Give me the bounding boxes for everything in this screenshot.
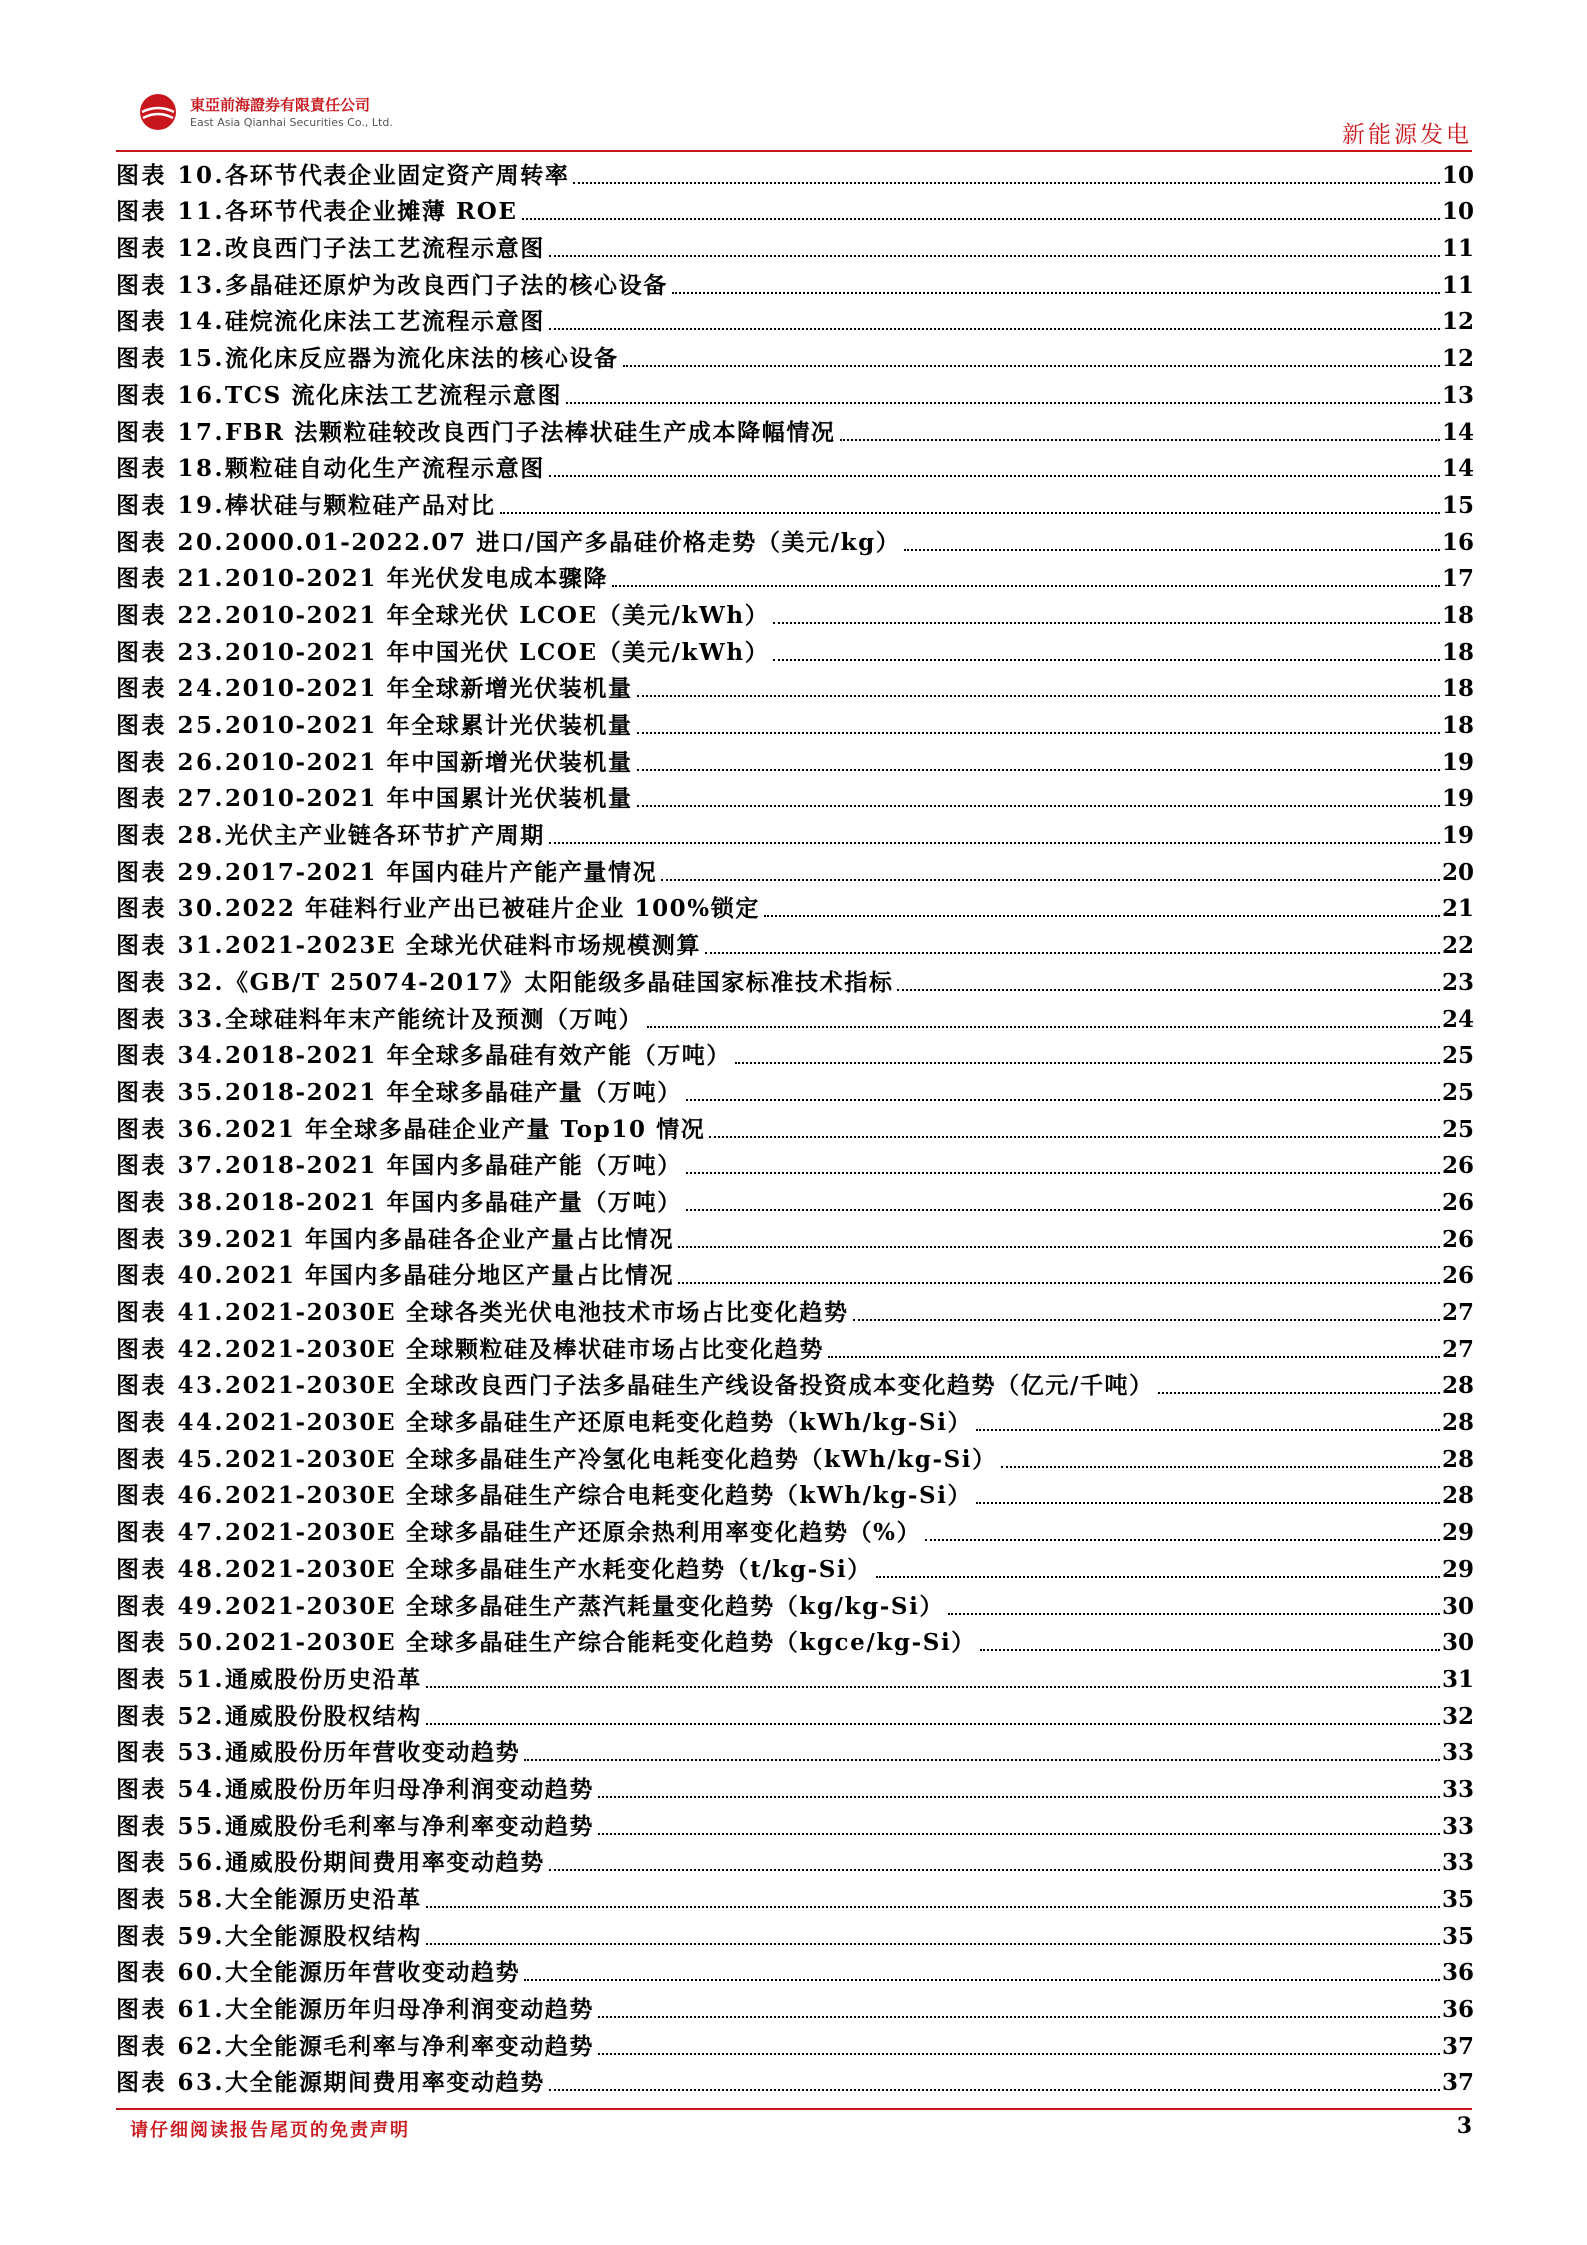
toc-entry-title: 2021-2030E 全球多晶硅生产还原电耗变化趋势（kWh/kg-Si）	[225, 1409, 973, 1437]
toc-entry-label: 图表 46.	[116, 1482, 226, 1510]
toc-entry[interactable]	[116, 1144, 1475, 1181]
toc-entry-page: 16	[1442, 528, 1475, 556]
dot-leader	[709, 1136, 1440, 1138]
dot-leader	[976, 1429, 1440, 1431]
toc-entry-label: 图表 30.	[116, 895, 226, 923]
toc-entry-label: 图表 23.	[116, 638, 226, 666]
toc-entry-title: 2018-2021 年全球多晶硅有效产能（万吨）	[225, 1042, 732, 1070]
toc-entry-title: 通威股份期间费用率变动趋势	[225, 1849, 545, 1877]
toc-entry[interactable]	[116, 1914, 1475, 1951]
toc-entry[interactable]	[116, 887, 1475, 924]
dot-leader	[637, 695, 1440, 697]
dot-leader	[686, 1209, 1440, 1211]
toc-entry[interactable]	[116, 593, 1475, 630]
toc-entry-page: 29	[1442, 1555, 1475, 1583]
toc-entry-title: 2021-2030E 全球多晶硅生产蒸汽耗量变化趋势（kg/kg-Si）	[225, 1592, 945, 1620]
toc-entry-label: 图表 31.	[116, 932, 226, 960]
toc-entry-page: 35	[1442, 1922, 1475, 1950]
toc-entry[interactable]	[116, 1070, 1475, 1107]
toc-entry[interactable]	[116, 483, 1475, 520]
toc-entry-page: 26	[1442, 1225, 1475, 1253]
toc-entry-title: 2010-2021 年全球光伏 LCOE（美元/kWh）	[225, 601, 770, 629]
toc-entry[interactable]	[116, 1034, 1475, 1071]
toc-entry-page: 19	[1442, 785, 1475, 813]
toc-entry-page: 17	[1442, 565, 1475, 593]
toc-entry-label: 图表 58.	[116, 1886, 226, 1913]
toc-entry-label: 图表 26.	[116, 748, 226, 776]
toc-entry-title: 硅烷流化床法工艺流程示意图	[225, 308, 545, 336]
toc-entry-page: 28	[1442, 1372, 1475, 1400]
toc-entry-title: 大全能源历史沿革	[225, 1886, 422, 1913]
toc-entry-label: 图表 40.	[116, 1262, 226, 1290]
dot-leader	[925, 1539, 1440, 1541]
toc-entry[interactable]	[116, 300, 1475, 337]
toc-entry-label: 图表 44.	[116, 1409, 226, 1437]
toc-entry-label: 图表 45.	[116, 1445, 226, 1473]
toc-entry[interactable]	[116, 1217, 1475, 1254]
dot-leader	[661, 879, 1440, 881]
toc-entry[interactable]	[116, 1841, 1475, 1878]
toc-entry-title: 2010-2021 年光伏发电成本骤降	[225, 565, 609, 593]
toc-entry-label: 图表 42.	[116, 1335, 226, 1363]
toc-entry-title: 大全能源毛利率与净利率变动趋势	[225, 2032, 595, 2060]
company-name-cn: 東亞前海證券有限責任公司	[190, 96, 371, 114]
toc-entry[interactable]	[116, 557, 1475, 594]
toc-entry[interactable]	[116, 263, 1475, 300]
dot-leader	[549, 842, 1440, 844]
toc-entry-title: 颗粒硅自动化生产流程示意图	[225, 455, 545, 483]
dot-leader	[566, 402, 1440, 404]
toc-entry[interactable]	[116, 1731, 1475, 1768]
dot-leader	[573, 182, 1440, 184]
dot-leader	[612, 585, 1440, 587]
dot-leader	[773, 659, 1440, 661]
toc-entry-page: 36	[1442, 1959, 1475, 1987]
toc-entry[interactable]	[116, 153, 1475, 190]
toc-entry-label: 图表 11.	[116, 198, 226, 226]
toc-entry-page: 15	[1442, 491, 1475, 519]
dot-leader	[764, 915, 1440, 917]
toc-entry[interactable]	[116, 2061, 1475, 2098]
dot-leader	[773, 622, 1440, 624]
dot-leader	[426, 1943, 1440, 1945]
dot-leader	[1158, 1392, 1440, 1394]
dot-leader	[686, 1172, 1440, 1174]
dot-leader	[598, 1833, 1440, 1835]
toc-entry[interactable]	[116, 1327, 1475, 1364]
toc-entry-title: 2010-2021 年全球累计光伏装机量	[225, 712, 633, 739]
footer-divider	[116, 2108, 1472, 2110]
toc-entry-page: 31	[1442, 1665, 1475, 1693]
dot-leader	[500, 512, 1440, 514]
toc-entry-title: 通威股份毛利率与净利率变动趋势	[225, 1812, 595, 1840]
toc-entry-page: 30	[1442, 1629, 1475, 1657]
dot-leader	[524, 1979, 1440, 1981]
toc-entry-title: 2010-2021 年中国光伏 LCOE（美元/kWh）	[225, 638, 770, 666]
toc-entry-page: 32	[1442, 1702, 1475, 1730]
dot-leader	[549, 1869, 1440, 1871]
toc-entry-label: 图表 60.	[116, 1959, 226, 1987]
toc-entry[interactable]	[116, 520, 1475, 557]
toc-entry[interactable]	[116, 850, 1475, 887]
toc-entry-label: 图表 17.	[116, 418, 226, 446]
company-logo-icon	[138, 92, 178, 132]
header-divider	[116, 150, 1472, 152]
toc-entry-page: 24	[1442, 1005, 1475, 1033]
toc-entry-title: 2010-2021 年全球新增光伏装机量	[225, 675, 633, 703]
toc-entry-label: 图表 39.	[116, 1225, 226, 1253]
dot-leader	[897, 989, 1440, 991]
dot-leader	[876, 1576, 1440, 1578]
toc-entry-page: 36	[1442, 1996, 1475, 2024]
toc-entry-title: 通威股份历史沿革	[225, 1665, 422, 1693]
toc-entry[interactable]	[116, 1180, 1475, 1217]
dot-leader	[678, 1246, 1440, 1248]
toc-entry[interactable]	[116, 997, 1475, 1034]
page-header	[116, 82, 1472, 152]
toc-entry-page: 10	[1442, 161, 1475, 189]
toc-entry-page: 26	[1442, 1262, 1475, 1290]
dot-leader	[904, 549, 1440, 551]
toc-entry-page: 21	[1442, 895, 1475, 923]
toc-entry-label: 图表 51.	[116, 1665, 226, 1693]
toc-entry-title: 2021-2030E 全球多晶硅生产冷氢化电耗变化趋势（kWh/kg-Si）	[225, 1445, 997, 1473]
toc-entry-title: 2010-2021 年中国累计光伏装机量	[225, 785, 633, 813]
toc-entry-label: 图表 28.	[116, 822, 226, 850]
toc-entry-title: 2021 年国内多晶硅分地区产量占比情况	[225, 1262, 675, 1290]
dot-leader	[426, 1906, 1440, 1908]
dot-leader	[524, 1759, 1440, 1761]
toc-entry-title: 各环节代表企业固定资产周转率	[225, 161, 570, 189]
dot-leader	[598, 2016, 1440, 2018]
toc-entry-title: 2010-2021 年中国新增光伏装机量	[225, 748, 633, 776]
toc-entry[interactable]	[116, 1951, 1475, 1988]
toc-entry-page: 26	[1442, 1152, 1475, 1180]
toc-entry-page: 33	[1442, 1775, 1475, 1803]
toc-entry-title: 2021-2030E 全球多晶硅生产综合能耗变化趋势（kgce/kg-Si）	[225, 1629, 976, 1657]
toc-entry-label: 图表 63.	[116, 2069, 226, 2097]
toc-entry-title: 2021-2030E 全球多晶硅生产还原余热利用率变化趋势（%）	[225, 1519, 922, 1547]
dot-leader	[678, 1282, 1440, 1284]
toc-entry-title: 2021 年国内多晶硅各企业产量占比情况	[225, 1225, 675, 1253]
toc-entry-label: 图表 37.	[116, 1152, 226, 1180]
toc-entry-title: 大全能源股权结构	[225, 1922, 422, 1950]
toc-entry-title: 2021-2023E 全球光伏硅料市场规模测算	[225, 932, 701, 960]
toc-entry-label: 图表 62.	[116, 2032, 226, 2060]
toc-entry-label: 图表 34.	[116, 1042, 226, 1070]
toc-entry-page: 20	[1442, 858, 1475, 886]
dot-leader	[549, 2089, 1440, 2091]
toc-entry-label: 图表 49.	[116, 1592, 226, 1620]
toc-entry-page: 18	[1442, 712, 1475, 739]
toc-entry-label: 图表 53.	[116, 1739, 226, 1767]
toc-entry[interactable]	[116, 2024, 1475, 2061]
dot-leader	[980, 1649, 1440, 1651]
toc-entry[interactable]	[116, 1767, 1475, 1804]
dot-leader	[598, 1796, 1440, 1798]
toc-entry[interactable]	[116, 373, 1475, 410]
toc-entry-label: 图表 24.	[116, 675, 226, 703]
toc-entry-label: 图表 18.	[116, 455, 226, 483]
toc-entry-page: 18	[1442, 601, 1475, 629]
toc-entry-page: 33	[1442, 1849, 1475, 1877]
toc-entry-page: 28	[1442, 1409, 1475, 1437]
toc-entry-label: 图表 55.	[116, 1812, 226, 1840]
toc-entry-page: 33	[1442, 1739, 1475, 1767]
toc-entry[interactable]	[116, 1437, 1475, 1474]
dot-leader	[948, 1613, 1440, 1615]
toc-entry-page: 14	[1442, 455, 1475, 483]
toc-entry-label: 图表 36.	[116, 1115, 226, 1143]
toc-entry[interactable]	[116, 1804, 1475, 1841]
industry-label: 新能源发电	[1342, 122, 1472, 148]
toc-entry[interactable]	[116, 1657, 1475, 1694]
toc-entry-label: 图表 20.	[116, 528, 226, 556]
toc-entry-title: 2021-2030E 全球改良西门子法多晶硅生产线设备投资成本变化趋势（亿元/千吨）	[225, 1372, 1154, 1400]
toc-entry-title: 全球硅料年末产能统计及预测（万吨）	[225, 1005, 644, 1033]
toc-entry-title: 光伏主产业链各环节扩产周期	[225, 822, 545, 850]
toc-entry[interactable]	[116, 1400, 1475, 1437]
toc-entry[interactable]	[116, 923, 1475, 960]
dot-leader	[623, 365, 1440, 367]
toc-entry-title: 多晶硅还原炉为改良西门子法的核心设备	[225, 271, 668, 299]
toc-entry-title: 棒状硅与颗粒硅产品对比	[225, 491, 496, 519]
toc-entry-label: 图表 16.	[116, 381, 226, 409]
dot-leader	[705, 952, 1440, 954]
dot-leader	[522, 218, 1440, 220]
toc-entry[interactable]	[116, 226, 1475, 263]
toc-entry[interactable]	[116, 1107, 1475, 1144]
toc-entry-label: 图表 56.	[116, 1849, 226, 1877]
toc-entry-title: 2021-2030E 全球多晶硅生产水耗变化趋势（t/kg-Si）	[225, 1555, 872, 1583]
toc-entry-page: 27	[1442, 1299, 1475, 1326]
toc-entry-page: 19	[1442, 822, 1475, 850]
toc-entry-label: 图表 14.	[116, 308, 226, 336]
toc-entry-page: 28	[1442, 1482, 1475, 1510]
dot-leader	[1001, 1466, 1440, 1468]
toc-entry[interactable]	[116, 813, 1475, 850]
dot-leader	[853, 1319, 1440, 1321]
company-name-en: East Asia Qianhai Securities Co., Ltd.	[190, 116, 393, 129]
toc-entry-title: 2021 年全球多晶硅企业产量 Top10 情况	[225, 1115, 706, 1143]
page-number: 3	[1456, 2113, 1472, 2139]
dot-leader	[976, 1502, 1440, 1504]
toc-entry-title: 2022 年硅料行业产出已被硅片企业 100%锁定	[225, 895, 760, 923]
dot-leader	[686, 1099, 1440, 1101]
toc-entry-label: 图表 15.	[116, 345, 226, 373]
toc-entry-title: 2018-2021 年国内多晶硅产量（万吨）	[225, 1188, 682, 1216]
toc-entry-title: 2017-2021 年国内硅片产能产量情况	[225, 858, 658, 886]
toc-entry-page: 10	[1442, 198, 1475, 226]
toc-entry-label: 图表 12.	[116, 235, 226, 263]
dot-leader	[647, 1026, 1440, 1028]
toc-entry-page: 33	[1442, 1812, 1475, 1840]
dot-leader	[549, 255, 1440, 257]
toc-entry-label: 图表 32.	[116, 968, 226, 996]
toc-entry[interactable]	[116, 336, 1475, 373]
toc-entry-title: 通威股份股权结构	[225, 1702, 422, 1730]
toc-entry[interactable]	[116, 630, 1475, 667]
toc-entry-label: 图表 29.	[116, 858, 226, 886]
toc-entry[interactable]	[116, 960, 1475, 997]
toc-entry-page: 13	[1442, 381, 1475, 409]
toc-entry-page: 28	[1442, 1445, 1475, 1473]
toc-entry-page: 18	[1442, 675, 1475, 703]
toc-entry-page: 14	[1442, 418, 1475, 446]
dot-leader	[637, 732, 1440, 734]
toc-entry-page: 30	[1442, 1592, 1475, 1620]
toc-entry-title: 2018-2021 年全球多晶硅产量（万吨）	[225, 1078, 682, 1106]
toc-entry-title: 2021-2030E 全球颗粒硅及棒状硅市场占比变化趋势	[225, 1335, 824, 1363]
dot-leader	[828, 1356, 1440, 1358]
toc-entry-page: 25	[1442, 1078, 1475, 1106]
toc-entry-label: 图表 43.	[116, 1372, 226, 1400]
toc-entry-label: 图表 41.	[116, 1299, 226, 1326]
toc-entry[interactable]	[116, 190, 1475, 227]
toc-entry-page: 37	[1442, 2069, 1475, 2097]
dot-leader	[426, 1686, 1440, 1688]
dot-leader	[672, 292, 1440, 294]
toc-entry[interactable]	[116, 1987, 1475, 2024]
toc-entry-label: 图表 13.	[116, 271, 226, 299]
toc-entry-title: 2018-2021 年国内多晶硅产能（万吨）	[225, 1152, 682, 1180]
toc-entry-page: 26	[1442, 1188, 1475, 1216]
toc-entry-title: 《GB/T 25074-2017》太阳能级多晶硅国家标准技术指标	[225, 968, 894, 996]
toc-entry-page: 12	[1442, 308, 1475, 336]
toc-entry[interactable]	[116, 1510, 1475, 1547]
toc-entry-title: 大全能源历年营收变动趋势	[225, 1959, 521, 1987]
dot-leader	[637, 769, 1440, 771]
dot-leader	[637, 805, 1440, 807]
toc-entry-page: 18	[1442, 638, 1475, 666]
toc-entry[interactable]	[116, 1621, 1475, 1658]
dot-leader	[598, 2053, 1440, 2055]
toc-entry[interactable]	[116, 410, 1475, 447]
toc-entry-label: 图表 61.	[116, 1996, 226, 2024]
toc-entry-title: 2000.01-2022.07 进口/国产多晶硅价格走势（美元/kg）	[225, 528, 901, 556]
toc-entry-label: 图表 21.	[116, 565, 226, 593]
dot-leader	[549, 475, 1440, 477]
toc-entry-page: 25	[1442, 1042, 1475, 1070]
toc-entry-label: 图表 38.	[116, 1188, 226, 1216]
toc-entry[interactable]	[116, 1290, 1475, 1327]
toc-entry-title: 改良西门子法工艺流程示意图	[225, 235, 545, 263]
toc-entry-title: 通威股份历年归母净利润变动趋势	[225, 1775, 595, 1803]
dot-leader	[549, 328, 1440, 330]
toc-entry[interactable]	[116, 777, 1475, 814]
toc-entry-title: 通威股份历年营收变动趋势	[225, 1739, 521, 1767]
toc-entry-title: TCS 流化床法工艺流程示意图	[225, 381, 563, 409]
toc-entry-title: 大全能源期间费用率变动趋势	[225, 2069, 545, 2097]
toc-entry[interactable]	[116, 703, 1475, 740]
toc-entry-label: 图表 22.	[116, 601, 226, 629]
toc-entry-label: 图表 54.	[116, 1775, 226, 1803]
toc-entry-page: 22	[1442, 932, 1475, 960]
toc-entry-page: 25	[1442, 1115, 1475, 1143]
toc-entry[interactable]	[116, 1877, 1475, 1914]
toc-entry-title: 大全能源历年归母净利润变动趋势	[225, 1996, 595, 2024]
toc-entry-page: 29	[1442, 1519, 1475, 1547]
footer-disclaimer: 请仔细阅读报告尾页的免责声明	[130, 2120, 410, 2141]
toc-entry[interactable]	[116, 667, 1475, 704]
toc-entry[interactable]	[116, 1584, 1475, 1621]
toc-entry-label: 图表 27.	[116, 785, 226, 813]
toc-entry[interactable]	[116, 1254, 1475, 1291]
toc-entry[interactable]	[116, 1364, 1475, 1401]
dot-leader	[840, 439, 1440, 441]
toc-entry-page: 12	[1442, 345, 1475, 373]
toc-entry[interactable]	[116, 1547, 1475, 1584]
toc-entry-title: 2021-2030E 全球各类光伏电池技术市场占比变化趋势	[225, 1299, 849, 1326]
toc-entry[interactable]	[116, 1694, 1475, 1731]
toc-entry-title: 流化床反应器为流化床法的核心设备	[225, 345, 619, 373]
toc-entry-title: FBR 法颗粒硅较改良西门子法棒状硅生产成本降幅情况	[225, 418, 836, 446]
toc-entry-page: 37	[1442, 2032, 1475, 2060]
toc-entry-label: 图表 59.	[116, 1922, 226, 1950]
toc-entry[interactable]	[116, 447, 1475, 484]
toc-entry-page: 27	[1442, 1335, 1475, 1363]
toc-entry-page: 23	[1442, 968, 1475, 996]
toc-entry-page: 11	[1442, 271, 1475, 299]
toc-entry-page: 19	[1442, 748, 1475, 776]
toc-entry[interactable]	[116, 1474, 1475, 1511]
toc-entry-label: 图表 19.	[116, 491, 226, 519]
toc-entry-page: 35	[1442, 1886, 1475, 1913]
toc-entry-label: 图表 52.	[116, 1702, 226, 1730]
toc-entry-label: 图表 48.	[116, 1555, 226, 1583]
toc-entry-page: 11	[1442, 235, 1475, 263]
toc-entry-label: 图表 10.	[116, 161, 226, 189]
toc-entry[interactable]	[116, 740, 1475, 777]
toc-entry-title: 2021-2030E 全球多晶硅生产综合电耗变化趋势（kWh/kg-Si）	[225, 1482, 973, 1510]
toc-entry-title: 各环节代表企业摊薄 ROE	[225, 198, 518, 226]
toc-entry-label: 图表 35.	[116, 1078, 226, 1106]
toc-entry-label: 图表 25.	[116, 712, 226, 739]
dot-leader	[735, 1062, 1440, 1064]
toc-entry-label: 图表 50.	[116, 1629, 226, 1657]
dot-leader	[426, 1723, 1440, 1725]
table-of-figures	[116, 153, 1475, 2097]
toc-entry-label: 图表 33.	[116, 1005, 226, 1033]
toc-entry-label: 图表 47.	[116, 1519, 226, 1547]
